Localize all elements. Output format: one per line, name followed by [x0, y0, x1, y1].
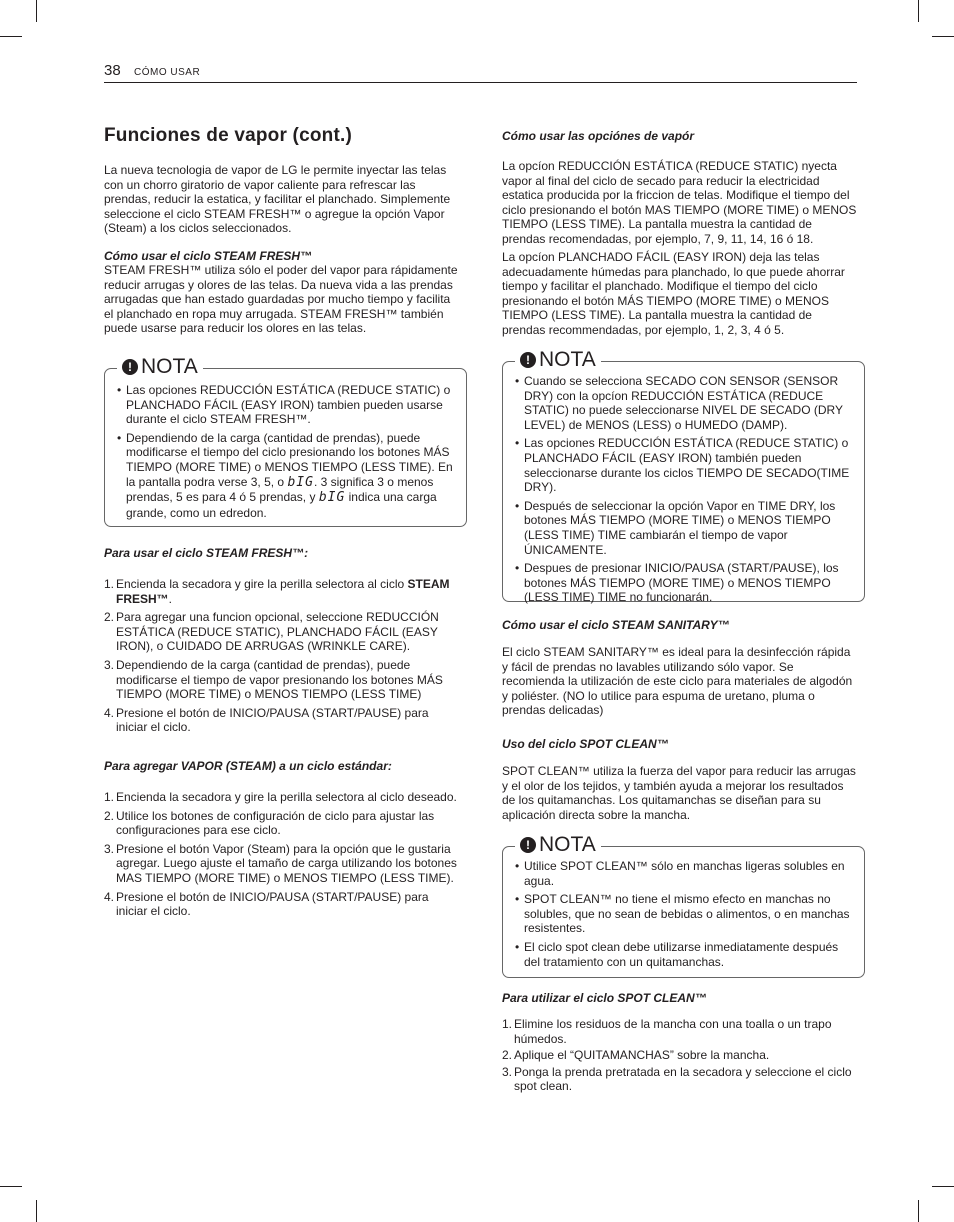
crop-mark [36, 1200, 37, 1222]
note-item: • Utilice SPOT CLEAN™ sólo en manchas ligeras solubles en agua. [513, 859, 853, 888]
exclamation-icon: ! [122, 359, 138, 375]
use-spot-clean-heading: Para utilizar el ciclo SPOT CLEAN™ [502, 991, 707, 1005]
list-item: 3. Presione el botón Vapor (Steam) para la opción que le gustaria agregar. Luego ajuste el tamaño de carga utilizando los botones MAS TIEMPO (MORE TIME) o MENOS TIEMPO (LESS TIME). [104, 841, 457, 885]
options-paragraph-2: La opcíon PLANCHADO FÁCIL (EASY IRON) deja las telas adecuadamente húmedas para planchado, lo que puede ahorrar tiempo y facilitar el planchado. Modifique el tiempo del ciclo presionando el botón MÁS TIEMPO (MORE TIME) o MENOS TIEMPO (LESS TIME). La pantalla muestra la cantidad de prendas recommendadas, por ejemplo, 1, 2, 3, 4 ó 5. [502, 250, 845, 337]
sanitary-heading: Cómo usar el ciclo STEAM SANITARY™ [502, 618, 730, 632]
note-label: NOTA [141, 355, 198, 378]
spot-clean-heading: Uso del ciclo SPOT CLEAN™ [502, 737, 669, 751]
steam-fresh-paragraph: STEAM FRESH™ utiliza sólo el poder del vapor para rápidamente reducir arrugas y olores de las telas. Da nueva vida a las prendas arrugadas que han estado guardadas por mucho tiempo y facilita el planchado en ropa muy arrugada. STEAM FRESH™ también puede usarse para reducir los olores en las telas. [104, 263, 458, 336]
crop-mark [932, 36, 954, 37]
list-item: 2. Aplique el “QUITAMANCHAS” sobre la mancha. [502, 1048, 770, 1063]
list-item: 3. Dependiendo de la carga (cantidad de prendas), puede modificarse el tiempo de vapor presionando los botones MÁS TIEMPO (MORE TIME) o MENOS TIEMPO (LESS TIME) [104, 657, 443, 702]
note-item: • Las opciones REDUCCIÓN ESTÁTICA (REDUCE STATIC) o PLANCHADO FÁCIL (EASY IRON) tambien pueden usarse durante el ciclo STEAM FRESH™. [115, 383, 455, 427]
note-box [502, 348, 865, 605]
crop-mark [932, 1186, 954, 1187]
note-item: • Cuando se selecciona SECADO CON SENSOR (SENSOR DRY) con la opcíon REDUCCIÓN ESTÁTICA (REDUCE STATIC) no puede seleccionarse NIVEL DE SECADO (DRY LEVEL) de MENOS (LESS) o HUMEDO (DAMP). [513, 374, 853, 432]
page-number: 38 [104, 62, 121, 79]
exclamation-icon: ! [520, 837, 536, 853]
note-item: • SPOT CLEAN™ no tiene el mismo efecto en manchas no solubles, que no sean de bebidas o alimentos, o en manchas resistentes. [513, 892, 853, 936]
steam-fresh-heading: Cómo usar el ciclo STEAM FRESH™ [104, 249, 313, 263]
list-item: 2. Para agregar una funcion opcional, seleccione REDUCCIÓN ESTÁTICA (REDUCE STATIC), PLANCHADO FÁCIL (EASY IRON), o CUIDADO DE ARRUGAS (WRINKLE CARE). [104, 610, 439, 654]
note-item: • El ciclo spot clean debe utilizarse inmediatamente después del tratamiento con un quitamanchas. [513, 940, 853, 969]
sanitary-paragraph: El ciclo STEAM SANITARY™ es ideal para la desinfección rápida y fácil de prendas no lavables utilizando sólo vapor. Se recomienda la utilización de este ciclo para materiales de algodón y poliéster. (NO lo utilice para espuma de uretano, pluma o prendas delicadas) [502, 645, 853, 718]
note-title [515, 834, 601, 856]
note-box [502, 833, 865, 978]
display-code: bIG [318, 490, 346, 506]
spot-clean-steps [502, 1017, 852, 1098]
list-item: 1. Elimine los residuos de la mancha con una toalla o un trapo húmedos. [502, 1017, 832, 1046]
note-item: • Después de seleccionar la opción Vapor en TIME DRY, los botones MÁS TIEMPO (MORE TIME) o MENOS TIEMPO (LESS TIME) TIME cambiarán el tiempo de vapor ÚNICAMENTE. [513, 499, 853, 557]
options-paragraph-1: La opcíon REDUCCIÓN ESTÁTICA (REDUCE STATIC) nyecta vapor al final del ciclo de secado para reducir la electricidad estatica producida por la friccion de telas. Modifique el tiempo del ciclo presionando el botón MAS TIEMPO (MORE TIME) o MENOS TIEMPO (LESS TIME). La pantalla muestra la cantidad de prendas recomendadas, por ejemplo, 7, 9, 11, 14, 16 ó 18. [502, 159, 857, 246]
steam-fresh-steps [104, 577, 462, 739]
crop-mark [36, 0, 37, 22]
crop-mark [918, 0, 919, 22]
header-rule [104, 82, 857, 83]
list-item: 3. Ponga la prenda pretratada en la secadora y seleccione el ciclo spot clean. [502, 1064, 852, 1094]
spot-clean-paragraph: SPOT CLEAN™ utiliza la fuerza del vapor para reducir las arrugas y el olor de los tejidos, y también ayuda a mejorar los resultados de los quitamanchas. Los quitamanchas se diseñan para su aplicación directa sobre la mancha. [502, 764, 856, 822]
list-item: 2. Utilice los botones de configuración de ciclo para ajustar las configuraciones para ese ciclo. [104, 808, 435, 838]
list-item: 4. Presione el botón de INICIO/PAUSA (START/PAUSE) para iniciar el ciclo. [104, 705, 429, 735]
note-label: NOTA [539, 348, 596, 371]
options-heading: Cómo usar las opciónes de vapór [502, 129, 695, 143]
note-title [515, 349, 601, 371]
exclamation-icon: ! [520, 352, 536, 368]
list-item: 4. Presione el botón de INICIO/PAUSA (START/PAUSE) para iniciar el ciclo. [104, 889, 429, 919]
use-steam-fresh-heading: Para usar el ciclo STEAM FRESH™: [104, 546, 309, 560]
crop-mark [0, 36, 22, 37]
list-item: 1. Encienda la secadora y gire la perilla selectora al ciclo STEAM FRESH™. [104, 577, 450, 606]
note-item: • Las opciones REDUCCIÓN ESTÁTICA (REDUCE STATIC) o PLANCHADO FÁCIL (EASY IRON) también pueden seleccionarse durante los ciclos TIEMPO DE SECADO(TIME DRY). [513, 436, 853, 494]
crop-mark [0, 1186, 22, 1187]
note-item: • Despues de presionar INICIO/PAUSA (START/PAUSE), los botones MÁS TIEMPO (MORE TIME) o MENOS TIEMPO (LESS TIME) TIME no funcionarán. [513, 561, 853, 605]
note-item: • Dependiendo de la carga (cantidad de prendas), puede modificarse el tiempo del ciclo presionando los botones MÁS TIEMPO (MORE TIME) o MENOS TIEMPO (LESS TIME). En la pantalla podra verse 3, 5, o bIG. 3 significa 3 o menos prendas, 5 es para 4 ó 5 prendas, y bIG indica una carga grande, como un edredon. [115, 431, 455, 521]
display-code: bIG [287, 474, 314, 490]
add-steam-heading: Para agregar VAPOR (STEAM) a un ciclo estándar: [104, 759, 392, 773]
page-title: Funciones de vapor (cont.) [104, 125, 352, 146]
add-steam-steps [104, 790, 462, 923]
intro-paragraph: La nueva tecnologia de vapor de LG le permite inyectar las telas con un chorro giratorio de vapor caliente para refrescar las prendas, reducir la estatica, y facilitar el planchado. Simplemente seleccione el ciclo STEAM FRESH™ o agregue la opción Vapor (Steam) a los ciclos seleccionados. [104, 163, 451, 236]
note-label: NOTA [539, 833, 596, 856]
note-title [117, 356, 203, 378]
list-item: 1. Encienda la secadora y gire la perilla selectora al ciclo deseado. [104, 790, 457, 804]
crop-mark [918, 1200, 919, 1222]
note-box [104, 355, 467, 527]
section-title: CÓMO USAR [134, 67, 201, 78]
